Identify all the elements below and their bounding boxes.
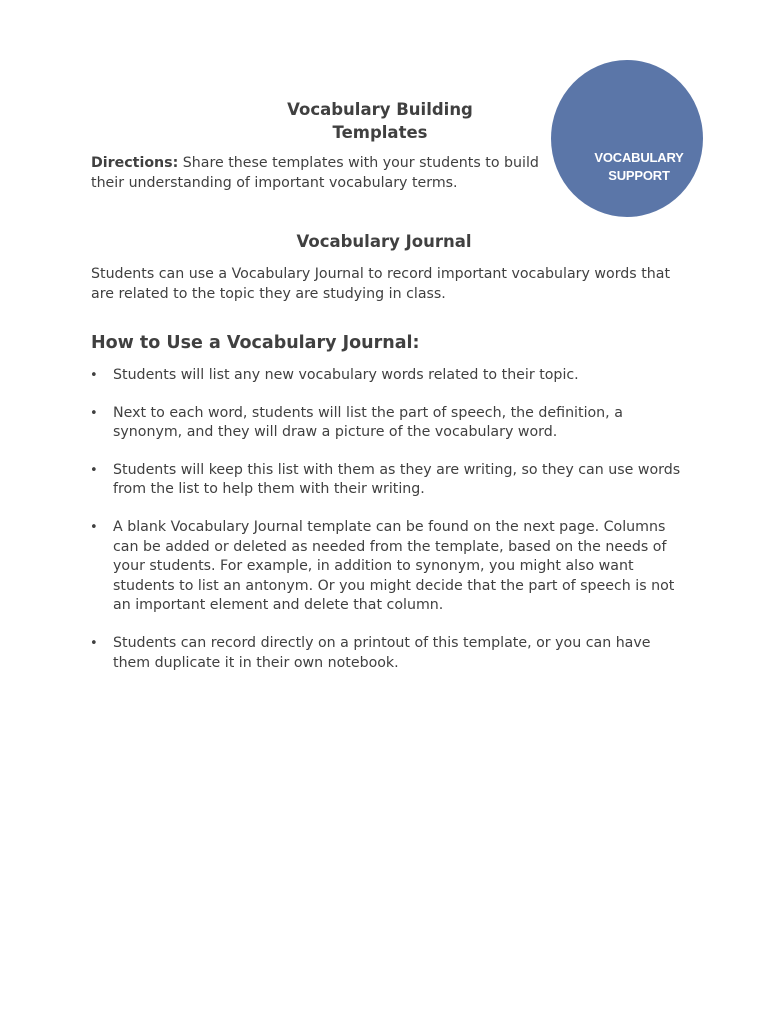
- page-title: Vocabulary Building Templates: [287, 100, 473, 142]
- badge-line-2: SUPPORT: [608, 167, 670, 183]
- badge-label: [551, 149, 727, 184]
- list-item-text: Students will list any new vocabulary words related to their topic.: [113, 367, 579, 383]
- bullet-icon: •: [90, 462, 98, 478]
- list-item: [91, 404, 691, 443]
- bullet-icon: •: [90, 635, 98, 651]
- list-item-text: A blank Vocabulary Journal template can be found on the next page. Columns can be added or deleted as needed from the template, based on the needs of your students. For example, in addition to synonym, you might also want students to list an antonym. Or you might decide that the part of speech is not an important element and delete that column.: [113, 518, 675, 614]
- list-item: [91, 518, 691, 616]
- list-item: [91, 461, 691, 500]
- list-item-text: Next to each word, students will list the part of speech, the definition, a synonym, and they will draw a picture of the vocabulary word.: [113, 404, 623, 441]
- vocabulary-support-badge: [551, 60, 703, 217]
- howto-heading: How to Use a Vocabulary Journal:: [91, 333, 420, 353]
- list-item: [91, 634, 691, 673]
- bullet-icon: •: [90, 405, 98, 421]
- badge-line-1: VOCABULARY: [594, 150, 684, 165]
- section-title: Vocabulary Journal: [296, 232, 472, 251]
- bullet-icon: •: [90, 519, 98, 535]
- list-item: [91, 366, 691, 386]
- directions-paragraph: [91, 153, 541, 193]
- bullet-list: [91, 366, 691, 691]
- intro-paragraph: Students can use a Vocabulary Journal to record important vocabulary words that are related to the topic they are studying in class.: [91, 266, 671, 302]
- directions-label: Directions:: [91, 155, 179, 171]
- bullet-icon: •: [90, 368, 98, 383]
- list-item-text: Students can record directly on a printout of this template, or you can have them duplicate it in their own notebook.: [113, 634, 651, 671]
- list-item-text: Students will keep this list with them as they are writing, so they can use words from the list to help them with their writing.: [113, 461, 681, 498]
- directions-text: Share these templates with your students to build their understanding of important vocabulary terms.: [91, 155, 539, 191]
